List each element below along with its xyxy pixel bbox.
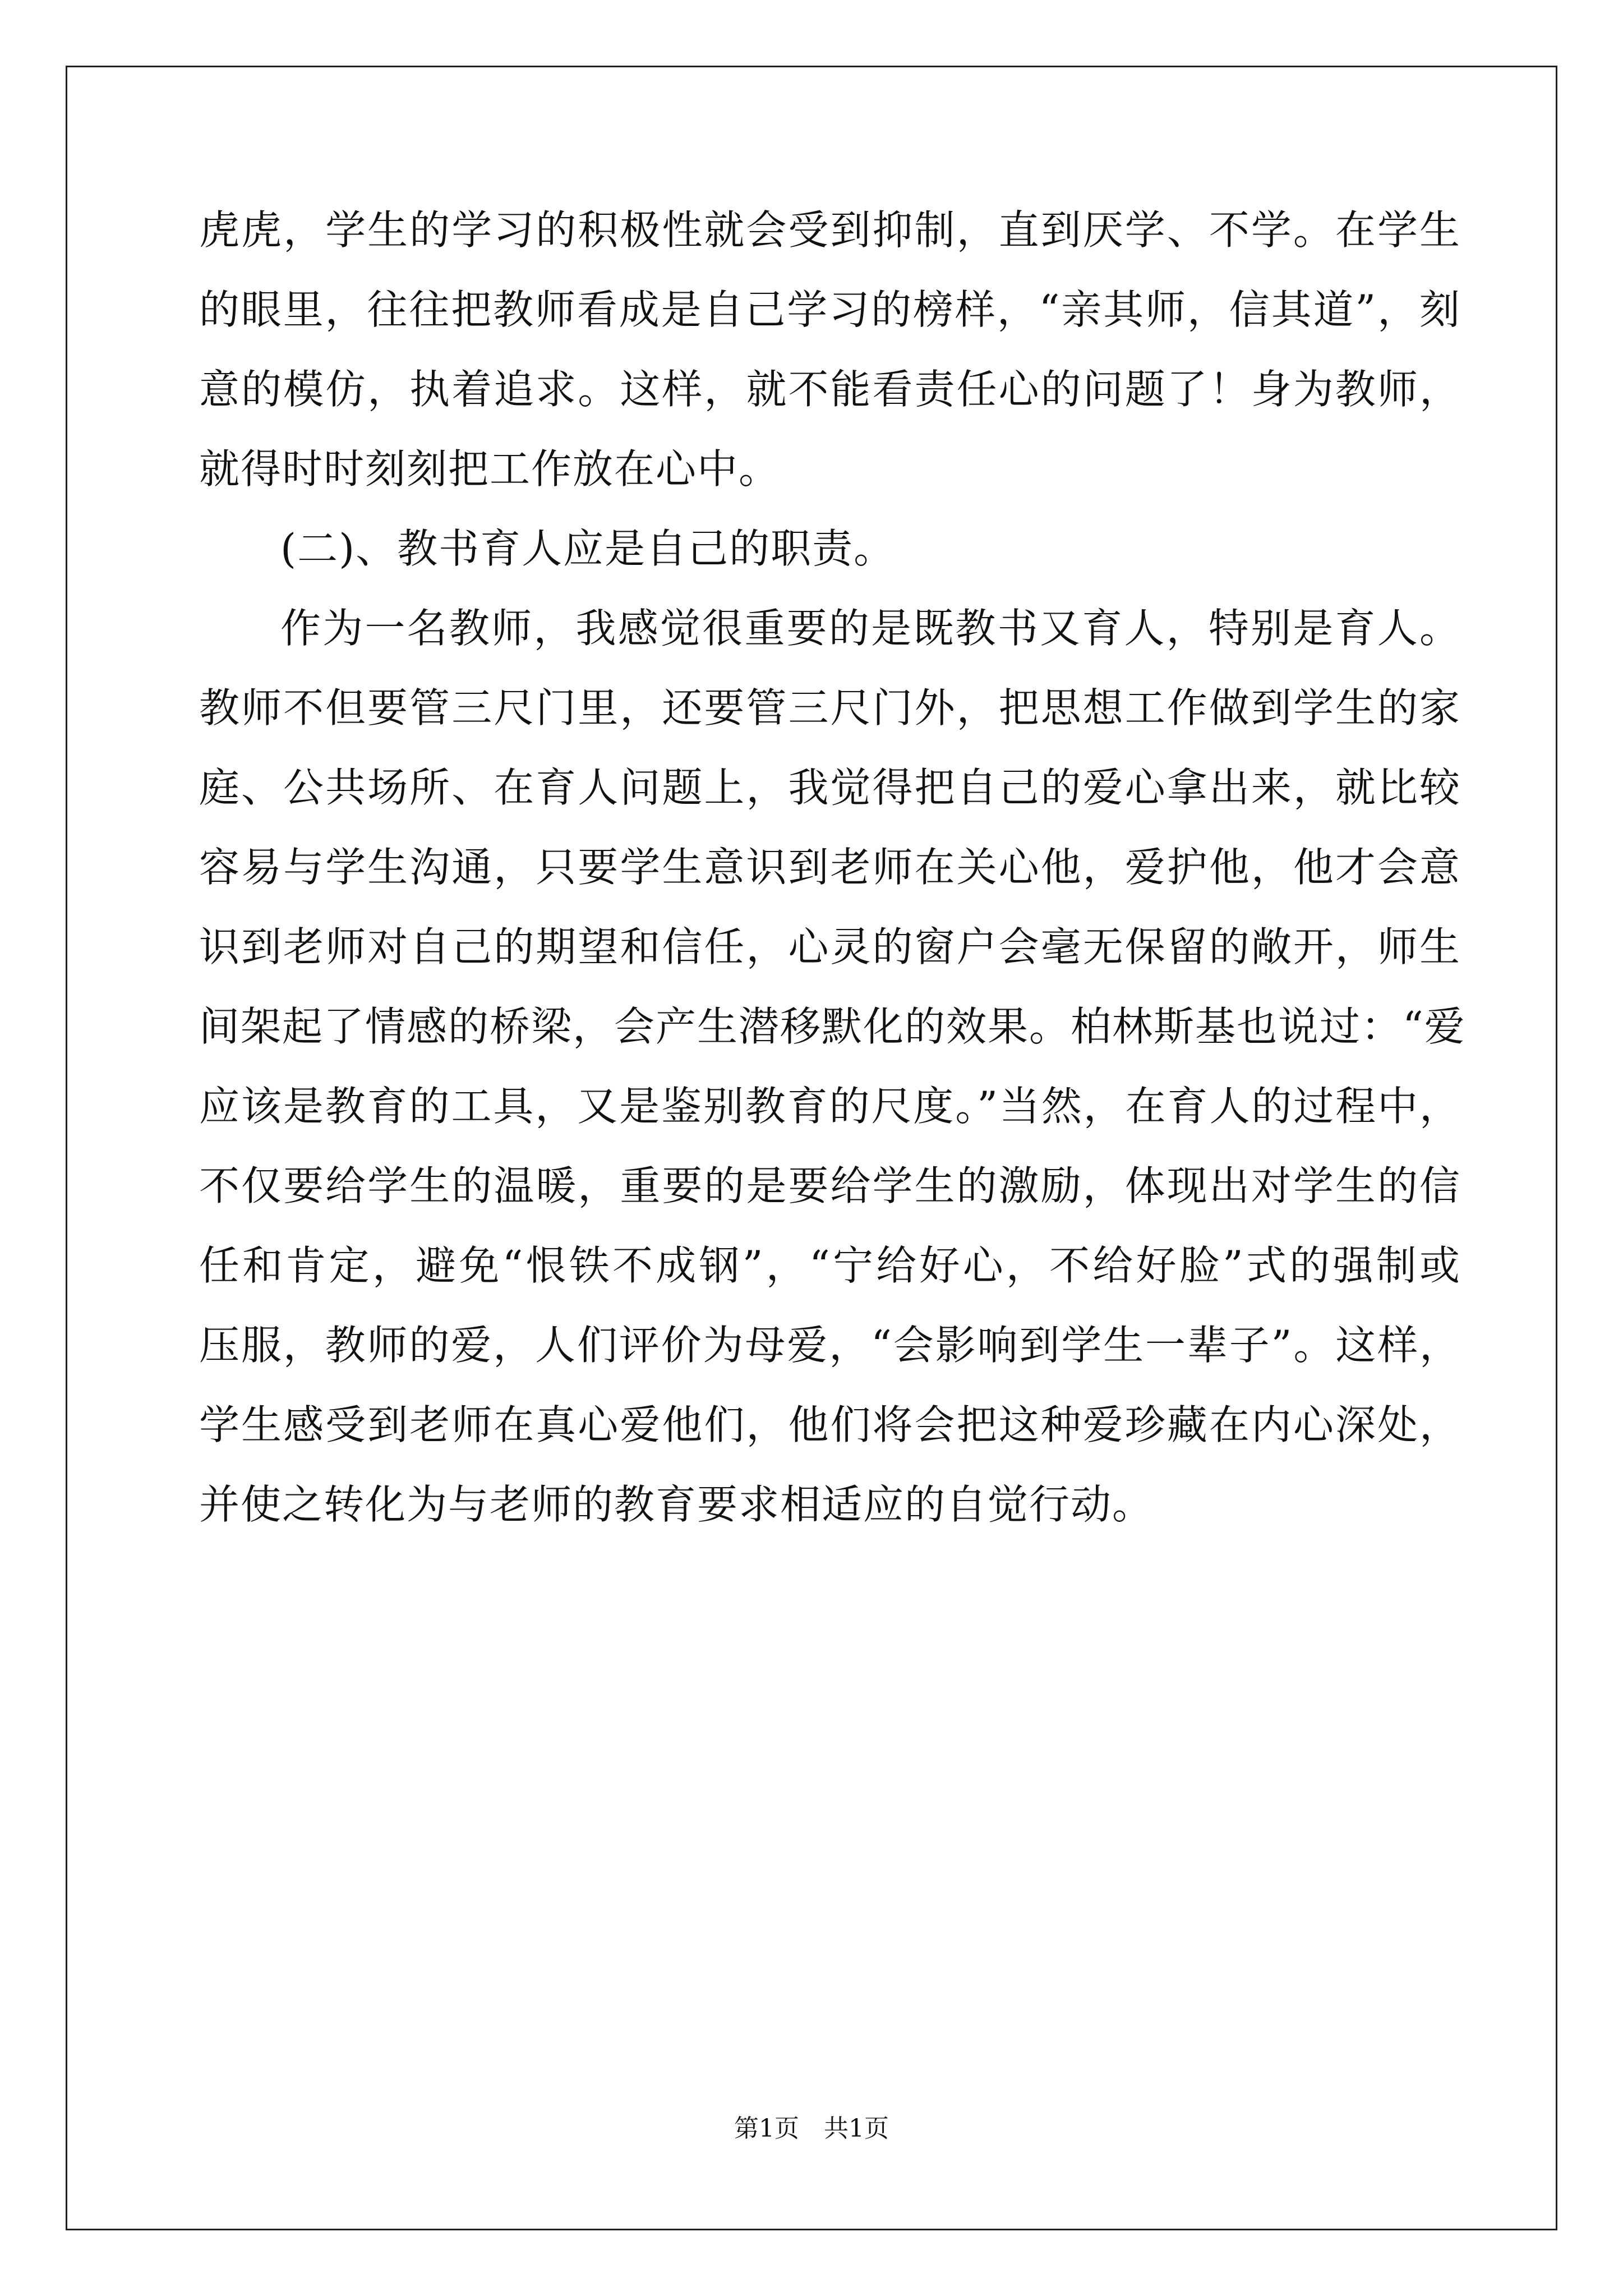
text-line: 庭、公共场所、在育人问题上，我觉得把自己的爱心拿出来，就比较 bbox=[199, 764, 1461, 811]
page-footer: 第1页 共1页 bbox=[734, 2114, 889, 2143]
section-heading: (二)、教书育人应是自己的职责。 bbox=[280, 525, 896, 572]
text-line: 的眼里，往往把教师看成是自己学习的榜样，“亲其师，信其道”，刻 bbox=[199, 286, 1461, 333]
text-line: 应该是教育的工具，又是鉴别教育的尺度。”当然，在育人的过程中， bbox=[199, 1083, 1461, 1130]
text-line: 教师不但要管三尺门里，还要管三尺门外，把思想工作做到学生的家 bbox=[199, 684, 1461, 731]
text-line: 作为一名教师，我感觉很重要的是既教书又育人，特别是育人。 bbox=[280, 605, 1461, 652]
text-line: 容易与学生沟通，只要学生意识到老师在关心他，爱护他，他才会意 bbox=[199, 844, 1461, 891]
text-line: 意的模仿，执着追求。这样，就不能看责任心的问题了！身为教师， bbox=[199, 366, 1461, 413]
text-line: 虎虎，学生的学习的积极性就会受到抑制，直到厌学、不学。在学生 bbox=[199, 206, 1461, 254]
text-line: 识到老师对自己的期望和信任，心灵的窗户会毫无保留的敞开，师生 bbox=[199, 923, 1461, 970]
text-line: 学生感受到老师在真心爱他们，他们将会把这种爱珍藏在内心深处， bbox=[199, 1401, 1461, 1448]
text-line: 就得时时刻刻把工作放在心中。 bbox=[199, 445, 781, 493]
text-line: 任和肯定，避免“恨铁不成钢”，“宁给好心，不给好脸”式的强制或 bbox=[199, 1242, 1461, 1289]
text-line: 间架起了情感的桥梁，会产生潜移默化的效果。柏林斯基也说过：“爱 bbox=[199, 1003, 1466, 1050]
text-line: 压服，教师的爱，人们评价为母爱，“会影响到学生一辈子”。这样， bbox=[199, 1322, 1461, 1369]
text-line: 不仅要给学生的温暖，重要的是要给学生的激励，体现出对学生的信 bbox=[199, 1162, 1461, 1209]
text-line: 并使之转化为与老师的教育要求相适应的自觉行动。 bbox=[199, 1481, 1154, 1528]
